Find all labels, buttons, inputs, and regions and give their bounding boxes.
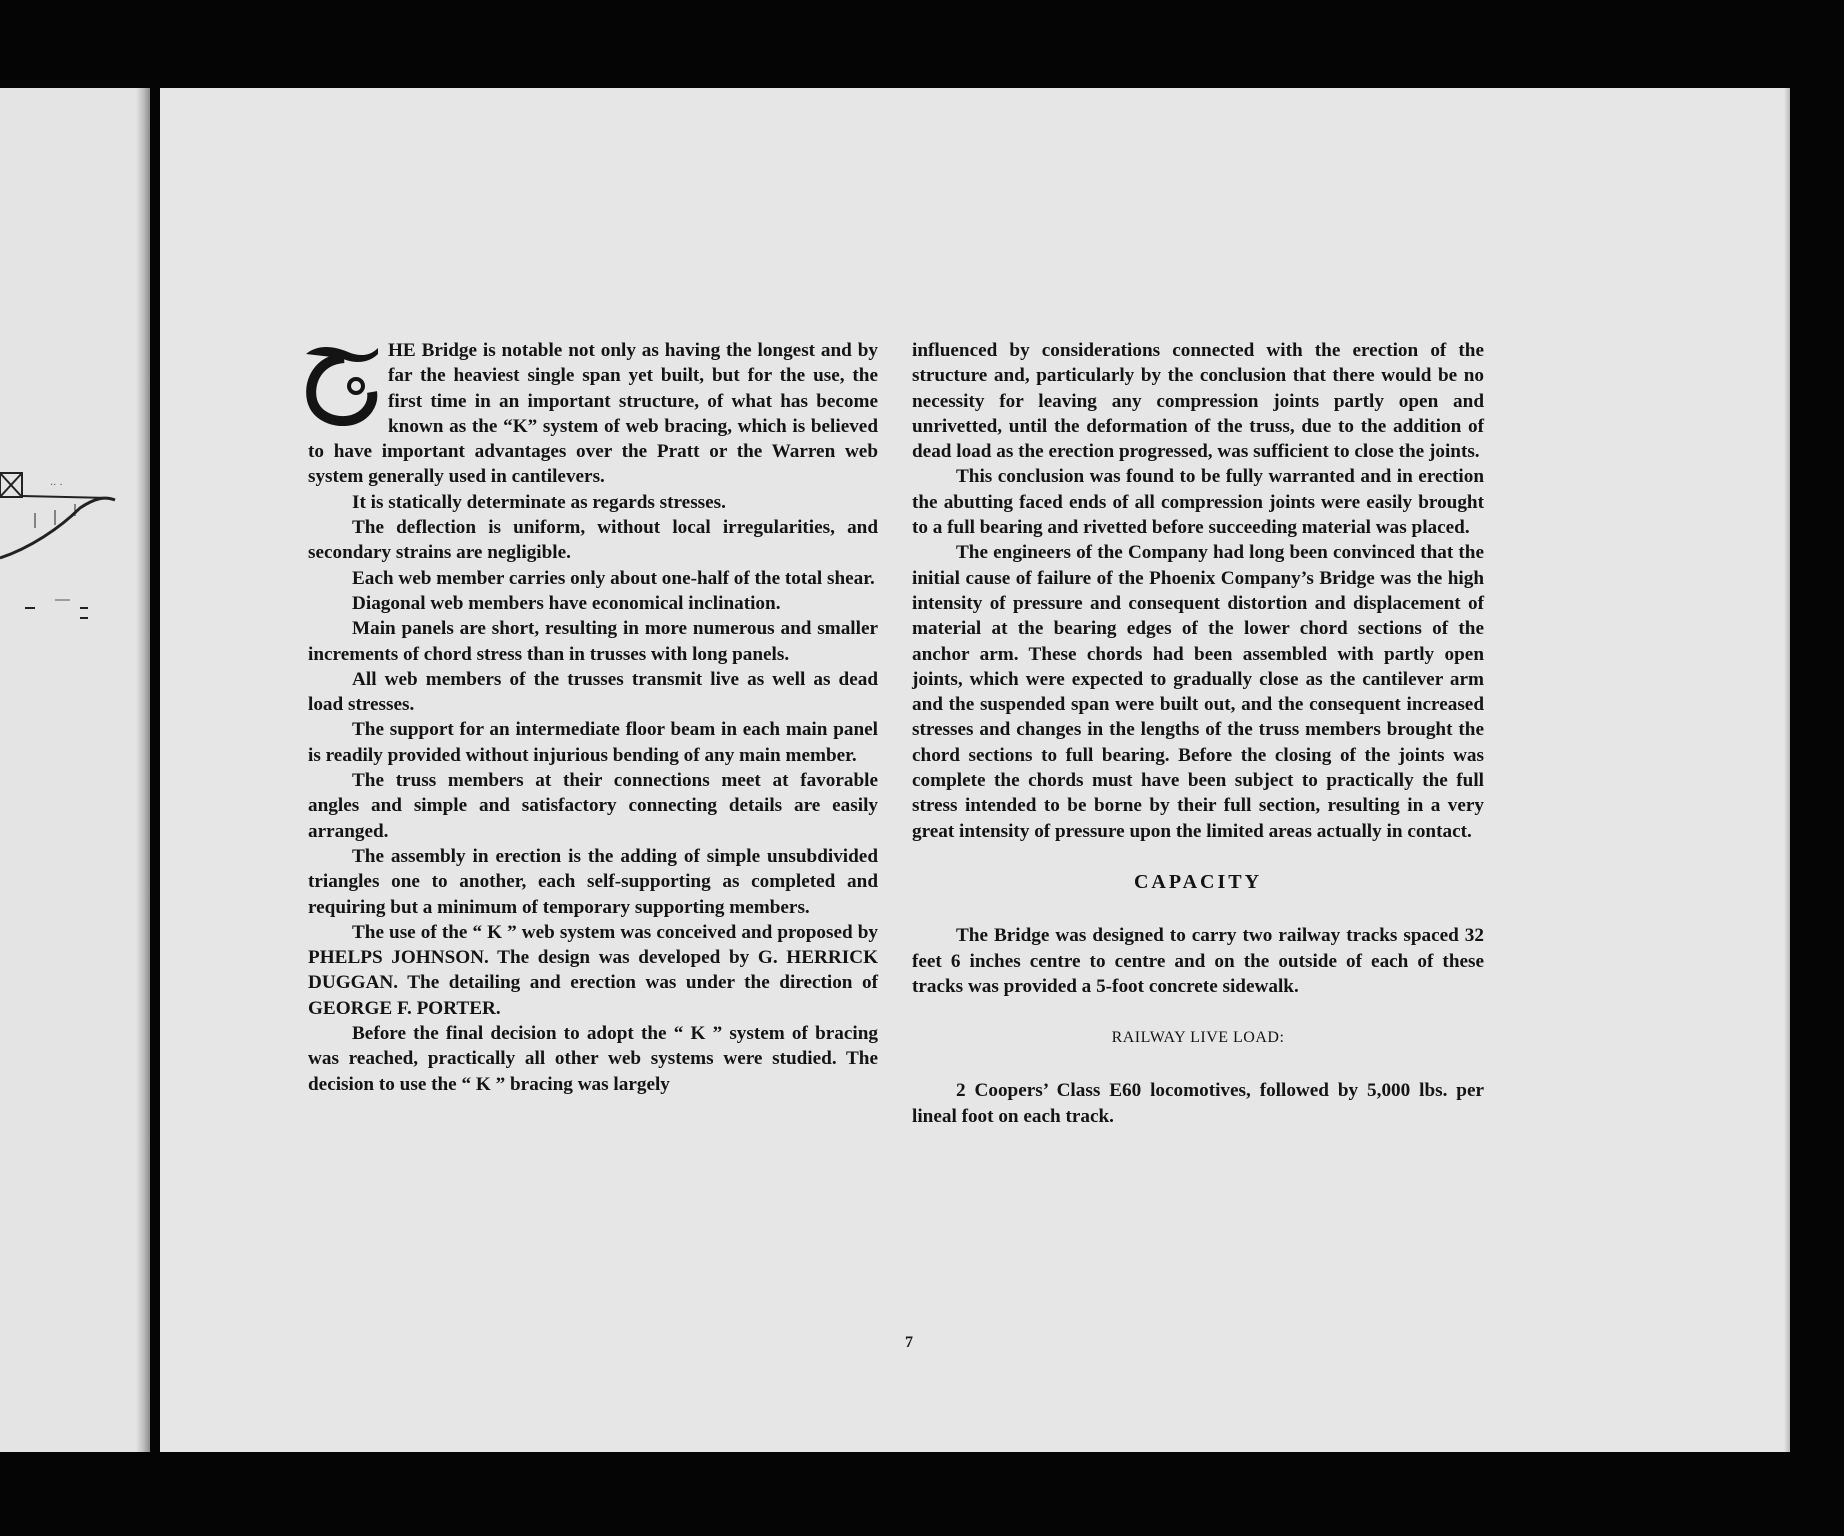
page-fold	[136, 88, 150, 1452]
book-page	[160, 88, 1790, 1452]
paragraph: The support for an intermediate floor beam in each main panel is readily provided without injurious bending of any main member.	[308, 719, 878, 766]
svg-text:·· ·: ·· ·	[50, 480, 63, 491]
paragraph: The use of the “ K ” web system was conceived and proposed by PHELPS JOHNSON. The design was developed by G. HERRICK DUGGAN. The detailing and erection was under the direction of GEORGE F. PORTER.	[308, 921, 878, 1019]
intro-text: HE Bridge is notable not only as having the longest and by far the heaviest single span yet built, but for the use, the first time in an important structure, of what has become known as the “K” system of web bracing, which is believed to have important advantages over the Pratt or the Warren web system generally used in cantilevers.	[308, 340, 878, 488]
bridge-illustration-fragment	[0, 88, 150, 1452]
paragraph: The assembly in erection is the adding of simple unsubdivided triangles one to another, each self-supporting as completed and requiring but a minimum of temporary supporting members.	[308, 845, 878, 918]
paragraph: All web members of the trusses transmit live as well as dead load stresses.	[308, 668, 878, 716]
facing-page	[0, 88, 150, 1452]
page-number: 7	[905, 1334, 913, 1351]
live-load-heading: RAILWAY LIVE LOAD:	[1111, 1029, 1285, 1047]
decorative-dropcap-t	[304, 342, 380, 426]
capacity-paragraph: The Bridge was designed to carry two railway tracks spaced 32 feet 6 inches centre to centre and on the outside of each of these tracks was provided a 5-foot concrete sidewalk.	[912, 925, 1484, 997]
paragraph: The truss members at their connections meet at favorable angles and simple and satisfactory connecting details are easily arranged.	[308, 770, 878, 842]
capacity-heading: CAPACITY	[1133, 870, 1263, 893]
paragraph: This conclusion was found to be fully warranted and in erection the abutting faced ends of all compression joints were easily brought to a full bearing and rivetted before succeeding material was placed.	[912, 466, 1484, 539]
intro-paragraph	[308, 338, 878, 490]
paragraph: Main panels are short, resulting in more numerous and smaller increments of chord stress than in trusses with long panels.	[308, 618, 878, 665]
paragraph: It is statically determinate as regards stresses.	[352, 491, 726, 513]
paragraph: influenced by considerations connected with the erection of the structure and, particularly by the conclusion that there would be no necessity for leaving any compression joints partly open and unrivetted, until the deformation of the truss, due to the addition of dead load as the erection progressed, was sufficient to close the joints.	[912, 340, 1484, 463]
paragraph: The engineers of the Company had long been convinced that the initial cause of failure of the Phoenix Company’s Bridge was the high intensity of pressure and consequent distortion and displacement of material at the bearing edges of the lower chord sections of the anchor arm. These chords had been assembled with partly open joints, which were expected to gradually close as the cantilever arm and the suspended span were built out, and the consequent increased stresses and changes in the lengths of the truss members brought the chord sections to full bearing. Before the closing of the joints was complete the chords must have been subject to practically the full stress intended to be borne by their full section, resulting in a very great intensity of pressure upon the limited areas actually in contact.	[912, 542, 1484, 842]
right-column	[912, 338, 1484, 1129]
paragraph: Before the final decision to adopt the “ K ” system of bracing was reached, practically all other web systems were studied. The decision to use the “ K ” bracing was largely	[308, 1023, 878, 1095]
paragraph: Each web member carries only about one-half of the total shear.	[352, 567, 875, 589]
page-edge	[1784, 88, 1790, 1452]
live-load-paragraph: 2 Coopers’ Class E60 locomotives, followed by 5,000 lbs. per lineal foot on each track.	[912, 1080, 1484, 1127]
left-column	[308, 338, 878, 1097]
paragraph: The deflection is uniform, without local irregularities, and secondary strains are negligible.	[308, 517, 878, 564]
paragraph: Diagonal web members have economical inclination.	[352, 592, 781, 614]
